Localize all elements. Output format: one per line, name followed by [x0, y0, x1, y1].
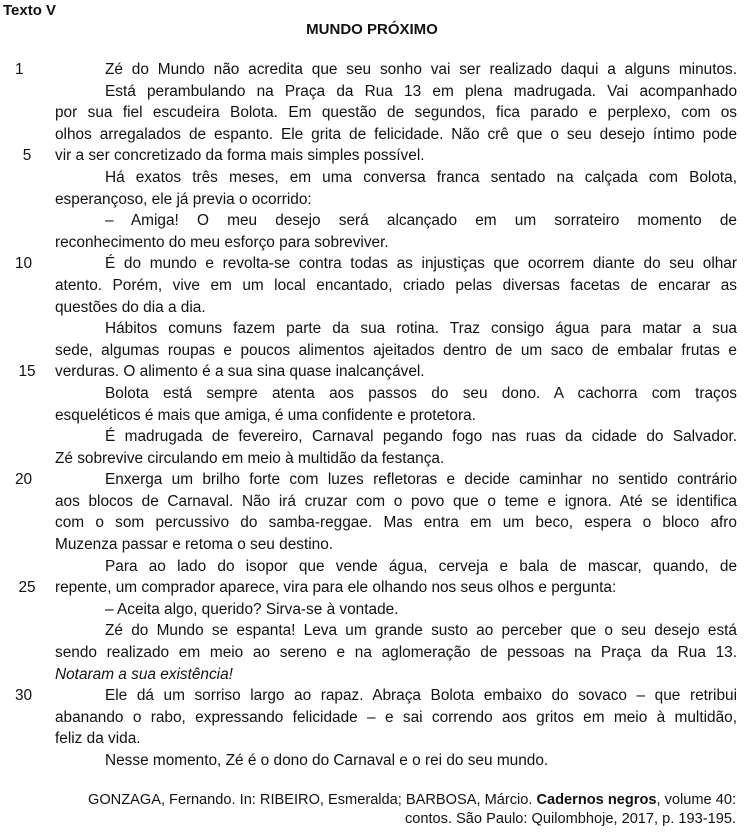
- line-text: Zé do Mundo se espanta! Leva um grande susto ao perceber que o seu desejo está: [105, 622, 737, 640]
- line-text: feliz da vida.: [55, 730, 141, 748]
- line-text: sendo realizado em meio ao sereno e na aglomeração de pessoas na Praça da Rua 13.: [55, 644, 737, 662]
- line-text: Para ao lado do isopor que vende água, cerveja e bala de mascar, quando, de: [105, 557, 737, 575]
- line-text: com o som percussivo do samba-reggae. Mas entra em um beco, espera o bloco afro: [55, 514, 737, 532]
- line-text: Muzenza passar e retoma o seu destino.: [55, 536, 334, 554]
- text-line: [55, 405, 737, 427]
- line-text: reconhecimento do meu esforço para sobreviver.: [55, 233, 389, 251]
- line-text: Zé do Mundo não acredita que seu sonho vai ser realizado daqui a alguns minutos.: [105, 61, 737, 78]
- text-line: [55, 556, 737, 578]
- text-line: [55, 167, 737, 189]
- text-line: [55, 275, 737, 297]
- reference-authors: GONZAGA, Fernando. In: RIBEIRO, Esmeralda; BARBOSA, Márcio.: [87, 792, 537, 808]
- line-text: Zé sobrevive circulando em meio à multidão da festança.: [55, 449, 445, 467]
- text-line: [55, 534, 737, 556]
- line-number: 30: [15, 687, 33, 705]
- line-text: sede, algumas roupas e poucos alimentos ajeitados dentro de um saco de embalar frutas e: [55, 341, 737, 359]
- text-line: [15, 685, 737, 707]
- text-line: [55, 491, 737, 513]
- bibliographic-reference: [66, 791, 736, 828]
- text-line: [55, 210, 737, 232]
- text-line: [18, 577, 737, 599]
- line-text: repente, um comprador aparece, vira para ele olhando nos seus olhos e pergunta:: [55, 579, 617, 597]
- text-line: [18, 361, 737, 383]
- line-text: aos blocos de Carnaval. Não irá cruzar com o povo que o teme e ignora. Até se identifica: [55, 492, 737, 510]
- line-text: abanando o rabo, expressando felicidade – e sai correndo aos gritos em meio à multidão,: [55, 708, 737, 726]
- text-line: [55, 189, 737, 211]
- line-text: verduras. O alimento é a sua sina quase inalcançável.: [55, 363, 425, 381]
- line-text: Bolota está sempre atenta aos passos do seu dono. A cachorra com traços: [105, 384, 737, 402]
- line-number: 1: [15, 61, 24, 78]
- page-title: MUNDO PRÓXIMO: [306, 21, 438, 38]
- text-line: [55, 728, 737, 750]
- text-line: [55, 426, 737, 448]
- text-line: [55, 512, 737, 534]
- line-text: Está perambulando na Praça da Rua 13 em plena madrugada. Vai acompanhado: [105, 82, 737, 100]
- line-text: Enxerga um brilho forte com luzes refletoras e decide caminhar no sentido contrário: [105, 471, 737, 489]
- text-line: [55, 664, 737, 686]
- text-line: [15, 253, 737, 275]
- line-text: Nesse momento, Zé é o dono do Carnaval e o rei do seu mundo.: [105, 752, 549, 769]
- line-text: Ele dá um sorriso largo ao rapaz. Abraça Bolota embaixo do sovaco – que retribui: [105, 687, 737, 705]
- text-line: [55, 448, 737, 470]
- line-number: 20: [15, 471, 33, 489]
- text-line: [55, 750, 737, 772]
- text-line: [55, 102, 737, 124]
- text-line: [55, 297, 737, 319]
- line-text: É madrugada de fevereiro, Carnaval pegando fogo nas ruas da cidade do Salvador.: [105, 428, 737, 446]
- text-line: [55, 318, 737, 340]
- text-line: [55, 124, 737, 146]
- line-number: 15: [18, 363, 36, 381]
- text-line: [55, 642, 737, 664]
- line-text: – Aceita algo, querido? Sirva-se à vontade.: [105, 600, 399, 618]
- line-text: É do mundo e revolta-se contra todas as injustiças que ocorrem diante do seu olhar: [105, 255, 737, 273]
- line-text: Há exatos três meses, em uma conversa franca sentado na calçada com Bolota,: [105, 168, 737, 186]
- line-text: Notaram a sua existência!: [55, 665, 233, 683]
- line-text: atento. Porém, vive em um local encantado, criado pelas diversas facetas de encarar as: [55, 276, 737, 294]
- text-line: [55, 599, 737, 621]
- line-text: questões do dia a dia.: [55, 298, 206, 316]
- line-text: – Amiga! O meu desejo será alcançado em um sorrateiro momento de: [105, 212, 737, 230]
- line-text: por sua fiel escudeira Bolota. Em questão de segundos, fica parado e perplexo, com os: [55, 104, 737, 122]
- text-line: [55, 232, 737, 254]
- text-line: [55, 383, 737, 405]
- text-line: [22, 145, 737, 167]
- reference-book-title: Cadernos negros: [536, 792, 657, 808]
- text-line: [55, 81, 737, 103]
- reference-details: , volume 40: contos. São Paulo: Quilombhoje, 2017, p. 193-195.: [404, 792, 736, 827]
- text-label: Texto V: [3, 2, 57, 19]
- text-line: [55, 707, 737, 729]
- line-text: Hábitos comuns fazem parte da sua rotina. Traz consigo água para matar a sua: [105, 320, 737, 338]
- line-text: vir a ser concretizado da forma mais simples possível.: [55, 147, 425, 165]
- line-text: olhos arregalados de espanto. Ele grita de felicidade. Não crê que o seu desejo íntimo pode: [55, 125, 737, 143]
- line-number: 5: [22, 147, 32, 165]
- line-text: esperançoso, ele já previa o ocorrido:: [55, 190, 312, 208]
- text-line: [55, 620, 737, 642]
- text-line: [15, 59, 737, 81]
- text-line: [55, 340, 737, 362]
- story-text: [15, 59, 737, 772]
- text-line: [15, 469, 737, 491]
- line-text: esqueléticos é mais que amiga, é uma confidente e protetora.: [55, 406, 476, 424]
- line-number: 10: [15, 255, 33, 273]
- line-number: 25: [18, 579, 36, 597]
